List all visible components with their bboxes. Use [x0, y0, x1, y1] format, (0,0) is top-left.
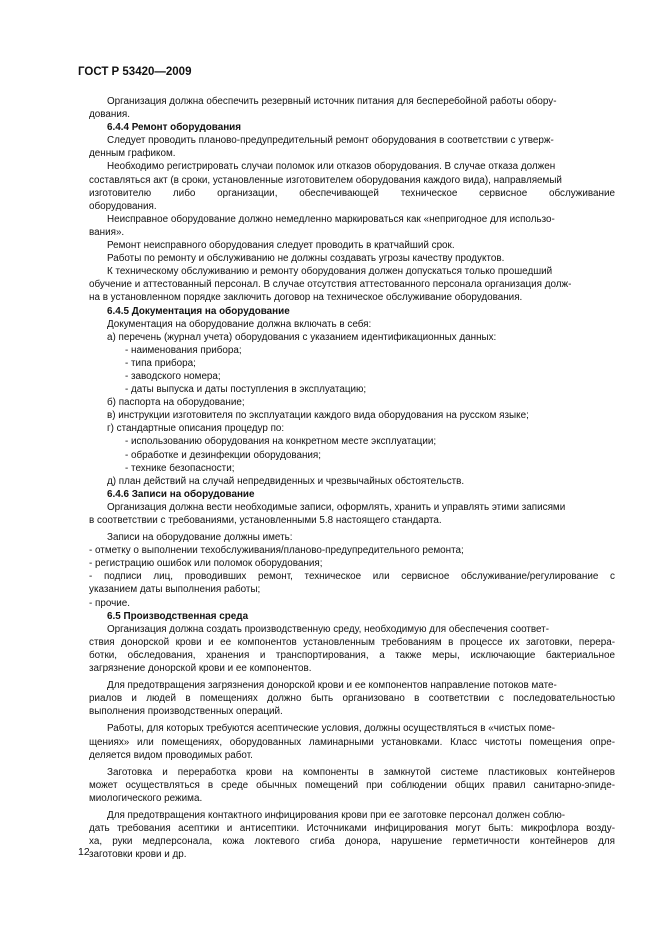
list-subitem: - заводского номера;	[125, 370, 221, 382]
text-line: риалов и людей в помещениях должно быть организовано в соответствии с последовательностью	[89, 693, 615, 705]
text-line: Заготовка и переработка крови на компоненты в замкнутой системе пластиковых контейнеров	[107, 766, 615, 778]
section-heading-6-4-6: 6.4.6 Записи на оборудование	[107, 488, 255, 500]
text-line: оборудования.	[89, 200, 157, 212]
text-line: загрязнение донорской крови и ее компонентов.	[89, 663, 312, 675]
text-line: обучение и аттестованный персонал. В случае отсутствия аттестованного персонала организация долж-	[89, 279, 572, 291]
list-item: д) план действий на случай непредвиденных и чрезвычайных обстоятельств.	[107, 475, 465, 487]
text-line: Организация должна вести необходимые записи, оформлять, хранить и управлять этими записями	[107, 501, 566, 513]
text-line: К техническому обслуживанию и ремонту оборудования должен допускаться только прошедший	[107, 266, 553, 278]
text-line: на в установленном порядке заключить договор на техническое обслуживание оборудования.	[89, 292, 523, 304]
section-heading-6-4-4: 6.4.4 Ремонт оборудования	[107, 122, 242, 134]
list-item: - подписи лиц, проводивших ремонт, техническое или сервисное обслуживание/регулирование с	[89, 571, 615, 583]
text-line: Организация должна создать производственную среду, необходимую для обеспечения соответ-	[107, 623, 549, 635]
text-line: выполнения производственных операций.	[89, 706, 283, 718]
text-line: Неисправное оборудование должно немедленно маркироваться как «непригодное для использо-	[107, 213, 555, 225]
text-line: Работы по ремонту и обслуживанию не должны создавать угрозы качеству продуктов.	[107, 253, 505, 265]
list-subitem: - типа прибора;	[125, 357, 196, 369]
section-heading-6-4-5: 6.4.5 Документация на оборудование	[107, 305, 290, 317]
text-line: ботки, обследования, хранения и транспортирования, а также меры, исключающие бактериальное	[89, 649, 615, 661]
list-subitem: - даты выпуска и даты поступления в эксплуатацию;	[125, 384, 367, 396]
list-subitem: - обработке и дезинфекции оборудования;	[125, 449, 322, 461]
list-item: - отметку о выполнении техобслуживания/планово-предупредительного ремонта;	[89, 545, 464, 557]
list-item: в) инструкции изготовителя по эксплуатации каждого вида оборудования на русском языке;	[107, 410, 529, 422]
text-line: денным графиком.	[89, 148, 176, 160]
text-line: миологического режима.	[89, 792, 203, 804]
text-line: дать требования асептики и антисептики. Источниками инфицирования могут быть: микрофлора возду-	[89, 823, 615, 835]
text-line: изготовителю либо организации, обеспечивающей техническое сервисное обслуживание	[89, 187, 615, 199]
document-body	[89, 95, 615, 861]
text-line: составляться акт (в сроки, установленные изготовителем оборудования каждого вида), направляемый	[89, 174, 562, 186]
text-line: в соответствии с требованиями, установленными 5.8 настоящего стандарта.	[89, 515, 442, 526]
text-line: заготовки крови и др.	[89, 849, 187, 861]
page-number: 12	[78, 846, 90, 858]
text-line: Записи на оборудование должны иметь:	[107, 532, 293, 544]
text-line: Организация должна обеспечить резервный источник питания для бесперебойной работы обору-	[107, 96, 557, 107]
text-line: Для предотвращения контактного инфицирования крови при ее заготовке персонал должен соблю-	[107, 809, 566, 821]
list-item: а) перечень (журнал учета) оборудования с указанием идентификационных данных:	[107, 331, 497, 343]
text-line: Работы, для которых требуются асептические условия, должны осуществляться в «чистых поме-	[107, 723, 556, 735]
text-line: может осуществляться в среде обычных помещений при соблюдении общих правил санитарно-эпиде-	[89, 779, 615, 791]
text-line: Документация на оборудование должна включать в себя:	[107, 318, 372, 330]
list-item: - регистрацию ошибок или поломок оборудования;	[89, 558, 323, 570]
text-line: дования.	[89, 109, 130, 121]
list-item: - прочие.	[89, 597, 131, 609]
text-line: указанием даты выполнения работы;	[89, 584, 261, 596]
list-subitem: - наименования прибора;	[125, 344, 242, 356]
text-line: Для предотвращения загрязнения донорской крови и ее компонентов направление потоков мате-	[107, 680, 557, 692]
section-heading-6-5: 6.5 Производственная среда	[107, 610, 249, 622]
text-line: Ремонт неисправного оборудования следует проводить в кратчайший срок.	[107, 240, 455, 252]
text-line: Следует проводить планово-предупредительный ремонт оборудования в соответствии с утверж-	[107, 135, 554, 147]
text-line: вания».	[89, 226, 125, 238]
text-line: щениях» или помещениях, оборудованных ламинарными установками. Класс чистоты помещения опре-	[89, 736, 615, 748]
text-line: Необходимо регистрировать случаи поломок или отказов оборудования. В случае отказа должен	[107, 161, 556, 173]
list-subitem: - использованию оборудования на конкретном месте эксплуатации;	[125, 436, 437, 448]
text-line: ствия донорской крови и ее компонентов установленным требованиям в процессе их заготовки, перера-	[89, 636, 615, 648]
list-item: г) стандартные описания процедур по:	[107, 423, 285, 435]
list-subitem: - технике безопасности;	[125, 462, 235, 474]
text-line: ха, руки медперсонала, кожа локтевого сгиба донора, нарушение герметичности контейнеров для	[89, 836, 615, 848]
text-line: деляется видом проводимых работ.	[89, 749, 253, 761]
standard-header: ГОСТ Р 53420—2009	[78, 66, 192, 78]
list-item: б) паспорта на оборудование;	[107, 397, 245, 409]
